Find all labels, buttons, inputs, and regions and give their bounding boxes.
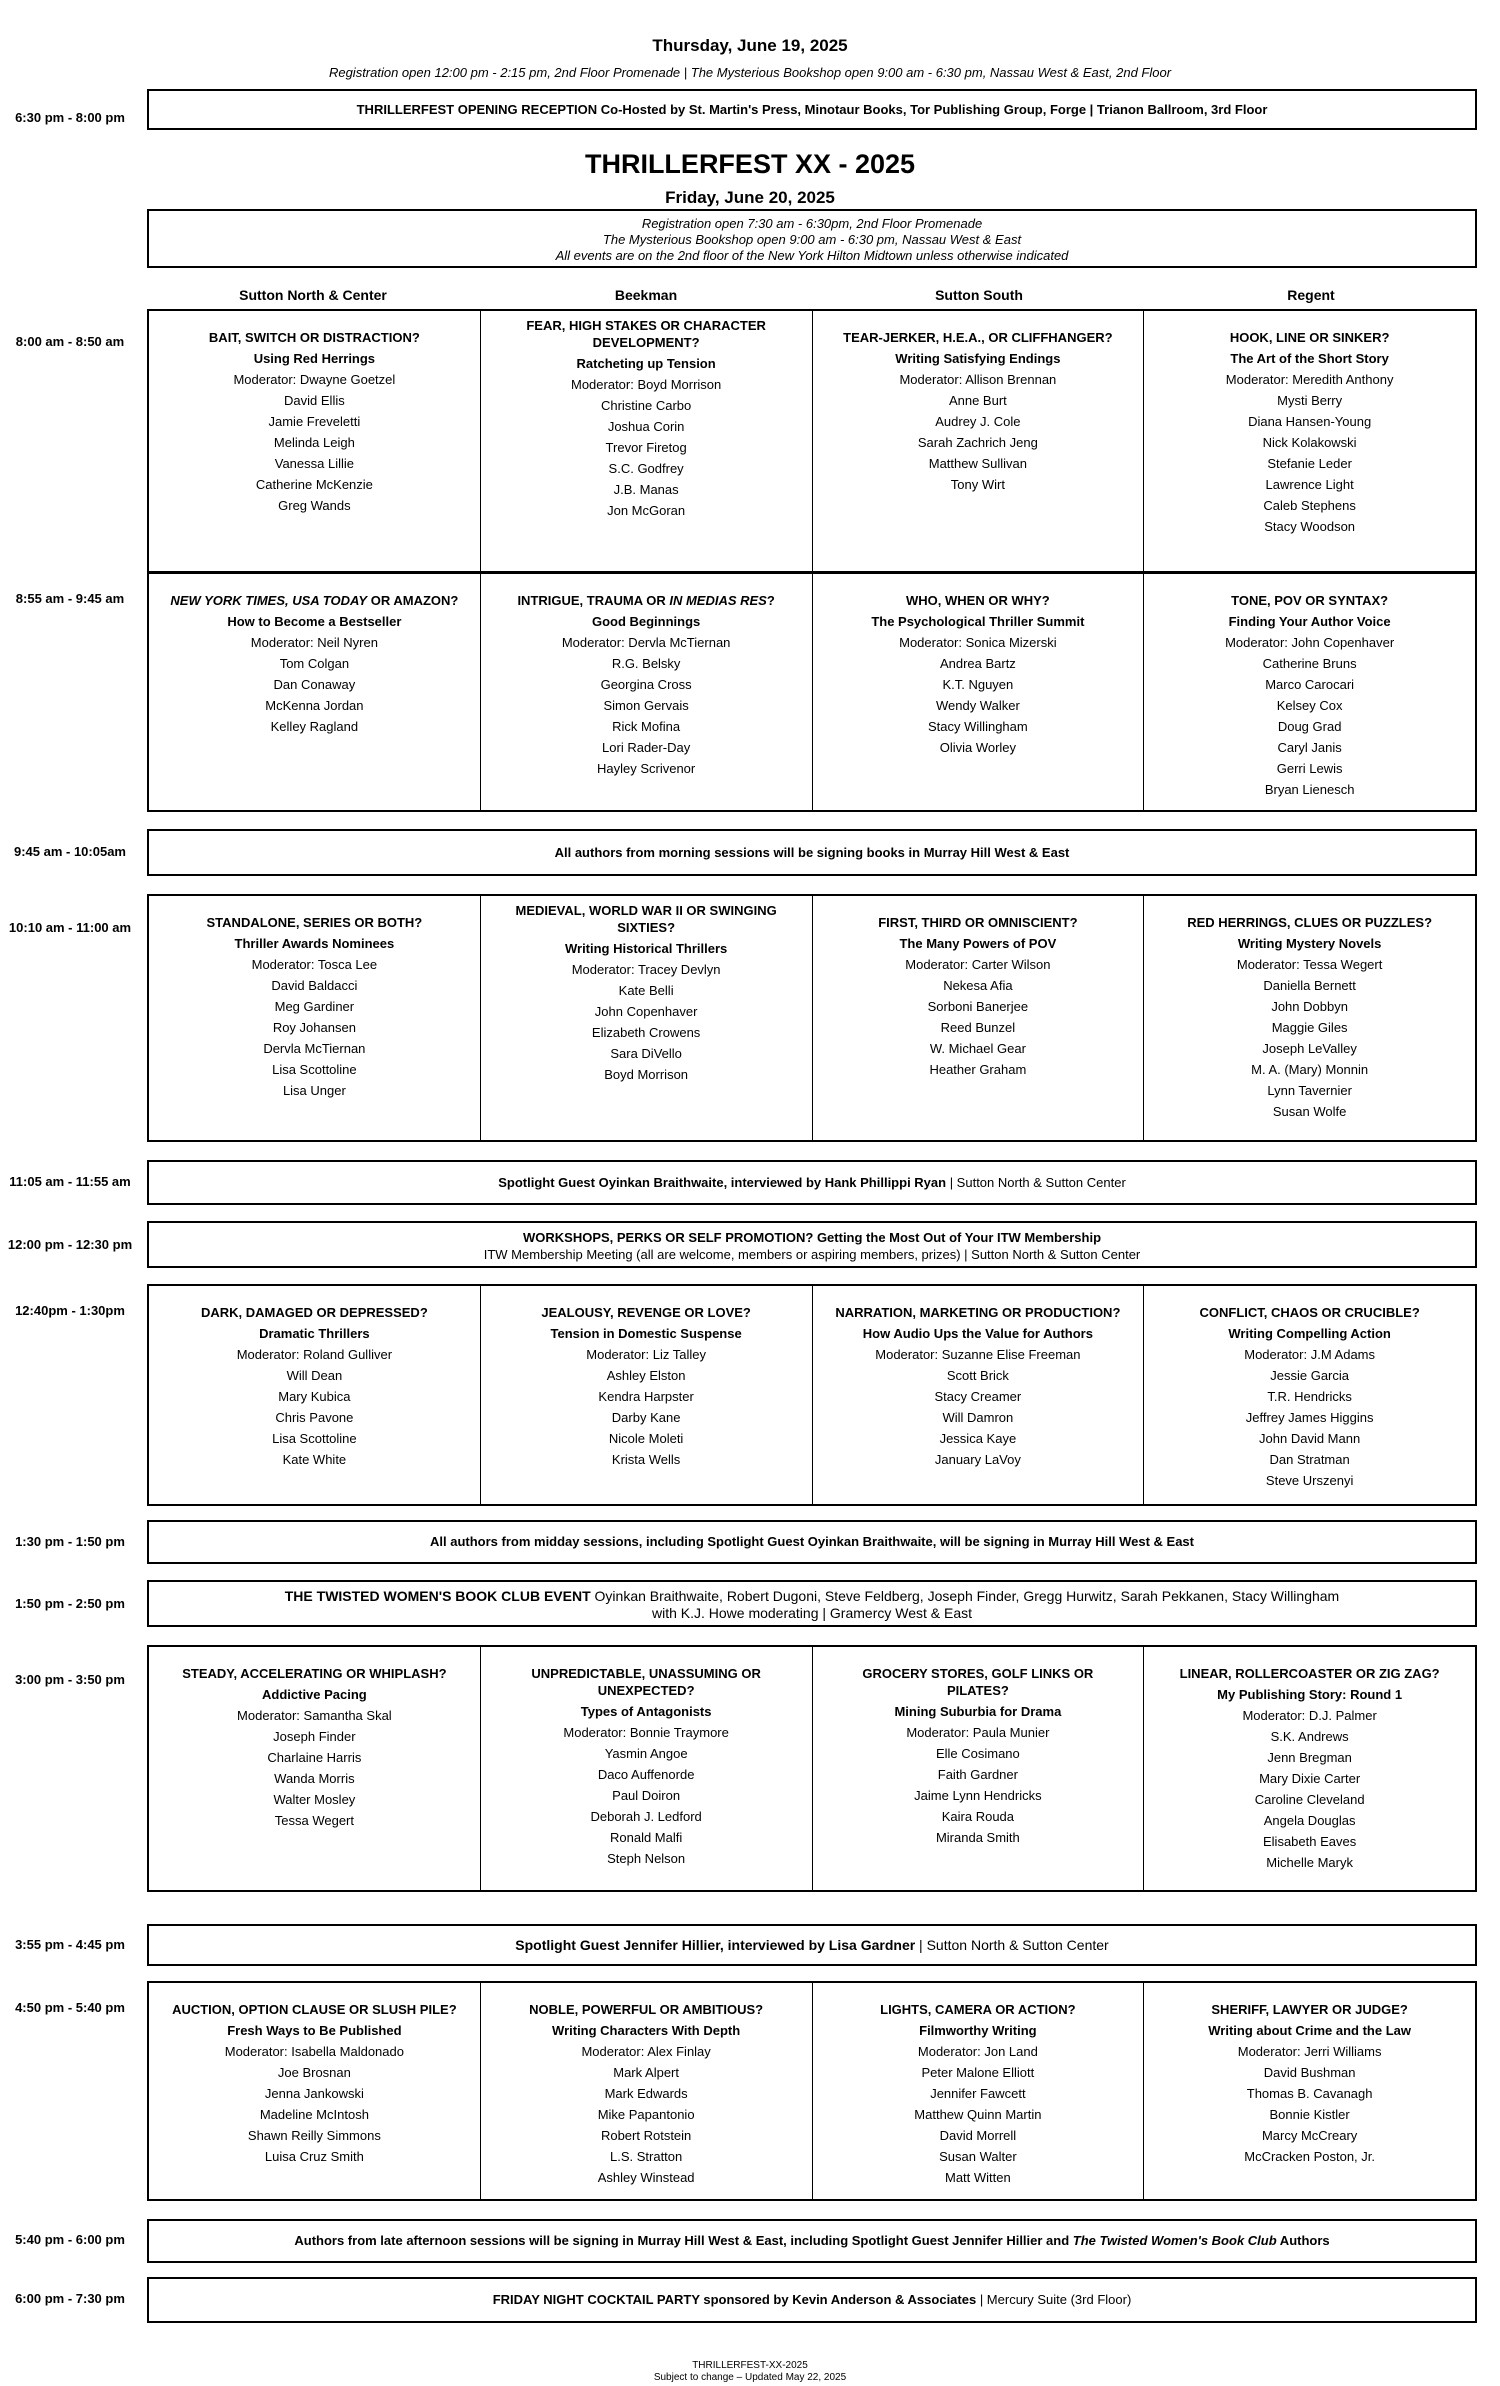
session-grid [147,309,1477,573]
panel-moderator: Moderator: Liz Talley [586,1347,706,1362]
panel-author: Charlaine Harris [267,1750,362,1765]
panel-subtitle: My Publishing Story: Round 1 [1217,1687,1403,1702]
panel-title: TEAR-JERKER, H.E.A., OR CLIFFHANGER? [843,330,1113,345]
panel-author: Caroline Cleveland [1254,1792,1365,1807]
banner-time: 1:30 pm - 1:50 pm [15,1534,125,1549]
panel-author: Olivia Worley [939,740,1017,755]
panel-author: Gerri Lewis [1276,761,1343,776]
friday-info-box [147,209,1477,268]
panel-author: Faith Gardner [937,1767,1018,1782]
panel-title: INTRIGUE, TRAUMA OR IN MEDIAS RES? [517,593,775,608]
panel-author: L.S. Stratton [609,2149,683,2164]
panel-author: Greg Wands [278,498,351,513]
panel-author: Wendy Walker [935,698,1020,713]
session-grid [147,1284,1477,1506]
panel-moderator: Moderator: Dervla McTiernan [561,635,731,650]
panel-cell [480,1286,812,1504]
banner-bold: WORKSHOPS, PERKS OR SELF PROMOTION? Getting the Most Out of Your ITW Membership [522,1230,1102,1245]
panel-title: TONE, POV OR SYNTAX? [1231,593,1389,608]
panel-author: Bryan Lienesch [1264,782,1355,797]
panel-title: NOBLE, POWERFUL OR AMBITIOUS? [529,2002,764,2017]
panel-moderator: Moderator: Bonnie Traymore [563,1725,729,1740]
panel-author: Dan Stratman [1269,1452,1350,1467]
panel-author: Darby Kane [611,1410,681,1425]
panel-subtitle: How Audio Ups the Value for Authors [862,1326,1093,1341]
panel-author: S.K. Andrews [1270,1729,1349,1744]
panel-author: John David Mann [1259,1431,1361,1446]
panel-author: Stacy Willingham [928,719,1028,734]
panel-title: DARK, DAMAGED OR DEPRESSED? [200,1305,428,1320]
panel-cell [812,311,1144,571]
morning-signing-banner: All authors from morning sessions will be signing books in Murray Hill West & East [147,829,1477,876]
panel-author: Ashley Winstead [597,2170,695,2185]
panel-author: Scott Brick [946,1368,1009,1383]
panel-moderator: Moderator: Meredith Anthony [1225,372,1394,387]
panel-subtitle: Writing Mystery Novels [1237,936,1382,951]
panel-author: Elizabeth Crowens [591,1025,701,1040]
panel-author: Kendra Harpster [598,1389,694,1404]
banner-time: 3:55 pm - 4:45 pm [15,1937,125,1952]
panel-title: STEADY, ACCELERATING OR WHIPLASH? [182,1666,447,1681]
panel-author: Ronald Malfi [609,1830,683,1845]
panel-author: W. Michael Gear [929,1041,1026,1056]
panel-author: Caleb Stephens [1263,498,1356,513]
panel-cell [1143,1647,1475,1890]
room-header: Sutton South [935,287,1023,303]
panel-subtitle: Filmworthy Writing [919,2023,1037,2038]
panel-author: Kate White [282,1452,347,1467]
panel-author: Luisa Cruz Smith [264,2149,364,2164]
panel-cell [149,1286,480,1504]
panel-cell [149,311,480,571]
panel-author: M. A. (Mary) Monnin [1251,1062,1369,1077]
panel-moderator: Moderator: Neil Nyren [250,635,378,650]
panel-author: Meg Gardiner [274,999,355,1014]
panel-author: Georgina Cross [600,677,692,692]
session-time: 8:00 am - 8:50 am [15,334,125,349]
panel-cell [480,311,812,571]
panel-subtitle: Writing Historical Thrillers [564,941,728,956]
room-header: Beekman [614,287,678,303]
panel-moderator: Moderator: Tessa Wegert [1236,957,1383,972]
session-time: 8:55 am - 9:45 am [15,591,125,606]
panel-author: Will Dean [286,1368,343,1383]
panel-author: Yasmin Angoe [604,1746,688,1761]
panel-author: Kaira Rouda [941,1809,1015,1824]
panel-subtitle: Types of Antagonists [580,1704,712,1719]
panel-author: Daniella Bernett [1263,978,1356,993]
panel-author: Doug Grad [1277,719,1342,734]
panel-author: Diana Hansen-Young [1248,414,1372,429]
panel-moderator: Moderator: Tracey Devlyn [571,962,721,977]
twisted-book-club-banner [147,1580,1477,1627]
panel-author: Catherine Bruns [1262,656,1357,671]
panel-author: Heather Graham [929,1062,1027,1077]
panel-author: Caryl Janis [1277,740,1342,755]
panel-author: Dervla McTiernan [263,1041,366,1056]
panel-author: Steve Urszenyi [1265,1473,1354,1488]
panel-author: K.T. Nguyen [942,677,1014,692]
panel-subtitle: The Many Powers of POV [899,936,1057,951]
footer-line1: THRILLERFEST-XX-2025 [692,2360,808,2371]
panel-subtitle: The Psychological Thriller Summit [871,614,1085,629]
panel-title: NARRATION, MARKETING OR PRODUCTION? [835,1305,1121,1320]
panel-cell [480,1647,812,1890]
panel-author: Rick Mofina [612,719,681,734]
panel-author: Catherine McKenzie [255,477,373,492]
panel-title: CONFLICT, CHAOS OR CRUCIBLE? [1199,1305,1420,1320]
panel-title: LINEAR, ROLLERCOASTER OR ZIG ZAG? [1179,1666,1440,1681]
panel-subtitle: Fresh Ways to Be Published [227,2023,402,2038]
panel-subtitle: The Art of the Short Story [1230,351,1389,366]
panel-author: David Morrell [939,2128,1017,2143]
panel-author: Hayley Scrivenor [596,761,696,776]
panel-author: Kate Belli [618,983,674,998]
panel-author: Ashley Elston [606,1368,686,1383]
panel-author: Tessa Wegert [274,1813,354,1828]
panel-moderator: Moderator: Dwayne Goetzel [233,372,396,387]
panel-author: Walter Mosley [273,1792,356,1807]
panel-moderator: Moderator: Carter Wilson [905,957,1051,972]
panel-author: Robert Rotstein [600,2128,692,2143]
panel-cell [480,896,812,1140]
panel-author: Boyd Morrison [604,1067,689,1082]
panel-author: Elle Cosimano [935,1746,1020,1761]
cocktail-party-banner [147,2277,1477,2323]
panel-author: Andrea Bartz [939,656,1016,671]
panel-author: David Ellis [284,393,345,408]
panel-title: JEALOUSY, REVENGE OR LOVE? [541,1305,751,1320]
banner-bold: Spotlight Guest Jennifer Hillier, interviewed by Lisa Gardner [515,1937,916,1953]
panel-author: Shawn Reilly Simmons [247,2128,381,2143]
panel-subtitle: Dramatic Thrillers [259,1326,370,1341]
panel-subtitle: Tension in Domestic Suspense [550,1326,742,1341]
panel-author: Wanda Morris [274,1771,355,1786]
panel-author: Trevor Firetog [605,440,687,455]
panel-cell [812,1983,1144,2199]
info-line: All events are on the 2nd floor of the New York Hilton Midtown unless otherwise indicated [555,248,1069,263]
panel-author: Audrey J. Cole [935,414,1021,429]
panel-author: Marco Carocari [1265,677,1355,692]
panel-author: Marcy McCreary [1261,2128,1358,2143]
panel-author: Elisabeth Eaves [1263,1834,1357,1849]
panel-moderator: Moderator: Jerri Williams [1237,2044,1382,2059]
panel-moderator: Moderator: Isabella Maldonado [224,2044,404,2059]
panel-author: Steph Nelson [607,1851,686,1866]
session-grid [147,1645,1477,1892]
info-line: The Mysterious Bookshop open 9:00 am - 6:30 pm, Nassau West & East [602,232,1022,247]
spotlight-hillier-banner [147,1924,1477,1966]
panel-title: WHO, WHEN OR WHY? [906,593,1050,608]
opening-reception: THRILLERFEST OPENING RECEPTION Co-Hosted by St. Martin's Press, Minotaur Books, Tor Publishing Group, Forge | Trianon Ballroom, 3rd Floor [147,89,1477,130]
banner-text: Authors from late afternoon sessions will be signing in Murray Hill West & East, including Spotlight Guest Jennifer Hillier and [294,2233,1070,2248]
panel-subtitle: Thriller Awards Nominees [234,936,395,951]
panel-cell [1143,896,1475,1140]
panel-author: R.G. Belsky [611,656,681,671]
panel-author: Lisa Scottoline [272,1431,357,1446]
panel-author: Jon McGoran [607,503,686,518]
panel-author: Stefanie Leder [1267,456,1352,471]
panel-author: Susan Wolfe [1272,1104,1347,1119]
session-grid [147,894,1477,1142]
panel-cell [1143,574,1475,810]
panel-author: Jamie Freveletti [268,414,361,429]
thursday-note: Registration open 12:00 pm - 2:15 pm, 2nd Floor Promenade | The Mysterious Bookshop open 9:00 am - 6:30 pm, Nassau West & East, 2nd Floor [328,65,1172,80]
panel-cell [149,896,480,1140]
panel-author: Thomas B. Cavanagh [1246,2086,1373,2101]
panel-author: Sorboni Banerjee [927,999,1029,1014]
banner-time: 1:50 pm - 2:50 pm [15,1596,125,1611]
panel-title: GROCERY STORES, GOLF LINKS OR PILATES? [862,1666,1094,1698]
panel-author: Madeline McIntosh [259,2107,369,2122]
panel-author: Dan Conaway [273,677,356,692]
main-title: THRILLERFEST XX - 2025 [584,149,916,179]
banner-line2: with K.J. Howe moderating | Gramercy West & East [651,1605,973,1621]
panel-author: Miranda Smith [935,1830,1020,1845]
panel-author: Paul Doiron [612,1788,681,1803]
panel-author: Nicole Moleti [608,1431,684,1446]
panel-title: SHERIFF, LAWYER OR JUDGE? [1211,2002,1408,2017]
late-signing-banner [147,2219,1477,2263]
panel-author: McKenna Jordan [265,698,364,713]
panel-moderator: Moderator: Paula Munier [906,1725,1050,1740]
panel-author: David Baldacci [271,978,358,993]
panel-cell [480,1983,812,2199]
panel-cell [1143,1286,1475,1504]
footer-line2: Subject to change – Updated May 22, 2025 [653,2372,847,2383]
panel-author: Nick Kolakowski [1262,435,1357,450]
panel-author: Matthew Sullivan [928,456,1028,471]
panel-author: Melinda Leigh [273,435,355,450]
panel-author: Susan Walter [939,2149,1017,2164]
panel-cell [1143,1983,1475,2199]
panel-author: Nekesa Afia [943,978,1013,993]
panel-title: MEDIEVAL, WORLD WAR II OR SWINGING SIXTIES? [515,903,777,935]
panel-moderator: Moderator: J.M Adams [1244,1347,1376,1362]
panel-author: John Dobbyn [1271,999,1348,1014]
reception-time: 6:30 pm - 8:00 pm [15,110,125,125]
panel-author: Lawrence Light [1265,477,1354,492]
itw-workshop-banner [147,1221,1477,1268]
panel-cell [812,574,1144,810]
room-header: Regent [1287,287,1335,303]
banner-bold: FRIDAY NIGHT COCKTAIL PARTY sponsored by Kevin Anderson & Associates [492,2292,977,2307]
panel-moderator: Moderator: Roland Gulliver [236,1347,393,1362]
panel-cell [1143,311,1475,571]
panel-subtitle: How to Become a Bestseller [227,614,402,629]
panel-author: Jaime Lynn Hendricks [914,1788,1042,1803]
panel-author: Chris Pavone [275,1410,354,1425]
panel-title: HOOK, LINE OR SINKER? [1229,330,1390,345]
banner-time: 9:45 am - 10:05am [13,844,126,859]
friday-date: Friday, June 20, 2025 [665,188,835,207]
panel-author: Tom Colgan [279,656,350,671]
panel-moderator: Moderator: Allison Brennan [899,372,1057,387]
panel-subtitle: Writing Characters With Depth [552,2023,741,2038]
panel-author: Sarah Zachrich Jeng [917,435,1038,450]
banner-bold: Spotlight Guest Oyinkan Braithwaite, interviewed by Hank Phillippi Ryan [498,1175,947,1190]
banner-rest: | Mercury Suite (3rd Floor) [976,2292,1132,2307]
session-time: 3:00 pm - 3:50 pm [15,1672,125,1687]
panel-author: Lisa Unger [282,1083,346,1098]
banner-time: 11:05 am - 11:55 am [9,1174,131,1189]
panel-cell [812,896,1144,1140]
banner-time: 6:00 pm - 7:30 pm [15,2291,125,2306]
banner-rest: | Sutton North & Sutton Center [915,1937,1109,1953]
midday-signing-banner: All authors from midday sessions, including Spotlight Guest Oyinkan Braithwaite, will be signing in Murray Hill West & East [147,1520,1477,1564]
panel-cell [812,1286,1144,1504]
banner-rest: | Sutton North & Sutton Center [946,1175,1126,1190]
panel-moderator: Moderator: Tosca Lee [251,957,378,972]
panel-author: Mary Kubica [278,1389,351,1404]
banner-time: 12:00 pm - 12:30 pm [7,1237,133,1252]
panel-subtitle: Finding Your Author Voice [1228,614,1391,629]
panel-author: McCracken Poston, Jr. [1244,2149,1376,2164]
session-time: 10:10 am - 11:00 am [8,920,132,935]
panel-cell [812,1647,1144,1890]
panel-author: Stacy Woodson [1264,519,1356,534]
panel-author: Michelle Maryk [1266,1855,1353,1870]
panel-moderator: Moderator: John Copenhaver [1225,635,1395,650]
panel-author: David Bushman [1263,2065,1356,2080]
panel-title: BAIT, SWITCH OR DISTRACTION? [208,330,420,345]
banner-rest: Oyinkan Braithwaite, Robert Dugoni, Steve Feldberg, Joseph Finder, Gregg Hurwitz, Sarah Pekkanen, Stacy Willingham [590,1588,1340,1604]
panel-author: Mike Papantonio [597,2107,695,2122]
panel-author: Vanessa Lillie [274,456,354,471]
panel-author: Kelsey Cox [1276,698,1343,713]
panel-moderator: Moderator: Jon Land [917,2044,1038,2059]
panel-cell [480,574,812,810]
panel-author: Roy Johansen [272,1020,356,1035]
panel-author: J.B. Manas [613,482,679,497]
panel-author: Mary Dixie Carter [1259,1771,1361,1786]
session-grid [147,572,1477,812]
panel-author: Krista Wells [611,1452,681,1467]
panel-author: T.R. Hendricks [1267,1389,1352,1404]
panel-author: Christine Carbo [600,398,692,413]
spotlight-braithwaite-banner [147,1160,1477,1205]
panel-subtitle: Ratcheting up Tension [576,356,716,371]
panel-moderator: Moderator: Sonica Mizerski [899,635,1057,650]
panel-title: LIGHTS, CAMERA OR ACTION? [880,2002,1076,2017]
panel-author: Daco Auffenorde [597,1767,695,1782]
panel-title: RED HERRINGS, CLUES OR PUZZLES? [1187,915,1433,930]
panel-subtitle: Writing about Crime and the Law [1208,2023,1411,2038]
panel-author: Jeffrey James Higgins [1245,1410,1374,1425]
panel-author: S.C. Godfrey [608,461,684,476]
panel-author: Reed Bunzel [940,1020,1016,1035]
panel-author: Jenna Jankowski [264,2086,364,2101]
panel-author: Mark Alpert [613,2065,679,2080]
panel-title: UNPREDICTABLE, UNASSUMING OR UNEXPECTED? [531,1666,761,1698]
panel-author: Sara DiVello [610,1046,682,1061]
panel-author: Mark Edwards [604,2086,688,2101]
panel-author: Matthew Quinn Martin [914,2107,1042,2122]
panel-moderator: Moderator: D.J. Palmer [1242,1708,1377,1723]
panel-cell [149,1647,480,1890]
banner-time: 5:40 pm - 6:00 pm [15,2232,125,2247]
panel-author: Simon Gervais [603,698,689,713]
panel-author: Jessica Kaye [939,1431,1017,1446]
panel-author: Lynn Tavernier [1267,1083,1352,1098]
panel-author: Peter Malone Elliott [921,2065,1035,2080]
panel-moderator: Moderator: Alex Finlay [581,2044,711,2059]
panel-author: Joshua Corin [607,419,685,434]
panel-title: FEAR, HIGH STAKES OR CHARACTER DEVELOPMENT? [526,318,766,350]
panel-author: Jessie Garcia [1270,1368,1349,1383]
panel-author: Kelley Ragland [270,719,359,734]
panel-author: Jennifer Fawcett [930,2086,1026,2101]
info-line: Registration open 7:30 am - 6:30pm, 2nd Floor Promenade [641,216,983,231]
panel-author: Mysti Berry [1277,393,1343,408]
panel-subtitle: Mining Suburbia for Drama [894,1704,1062,1719]
panel-author: John Copenhaver [594,1004,698,1019]
panel-title: STANDALONE, SERIES OR BOTH? [206,915,423,930]
panel-subtitle: Writing Compelling Action [1228,1326,1391,1341]
session-time: 12:40pm - 1:30pm [15,1303,125,1318]
panel-author: Jenn Bregman [1267,1750,1352,1765]
panel-author: Anne Burt [948,393,1007,408]
panel-moderator: Moderator: Suzanne Elise Freeman [875,1347,1081,1362]
panel-author: Joseph Finder [273,1729,356,1744]
panel-author: Stacy Creamer [934,1389,1022,1404]
panel-moderator: Moderator: Boyd Morrison [570,377,722,392]
panel-subtitle: Good Beginnings [591,614,701,629]
panel-author: Lori Rader-Day [602,740,691,755]
panel-author: January LaVoy [934,1452,1021,1467]
panel-subtitle: Writing Satisfying Endings [895,351,1061,366]
panel-author: Maggie Giles [1271,1020,1348,1035]
panel-author: Angela Douglas [1263,1813,1356,1828]
panel-moderator: Moderator: Samantha Skal [237,1708,392,1723]
session-grid [147,1981,1477,2201]
room-header: Sutton North & Center [239,287,387,303]
panel-subtitle: Using Red Herrings [253,351,376,366]
panel-title: NEW YORK TIMES, USA TODAY OR AMAZON? [170,593,459,608]
banner-line2: ITW Membership Meeting (all are welcome, members or aspiring members, prizes) | Sutton North & Sutton Center [483,1247,1141,1262]
panel-cell [149,1983,480,2199]
panel-author: Tony Wirt [950,477,1005,492]
panel-author: Bonnie Kistler [1269,2107,1350,2122]
banner-text2: Authors [1276,2233,1330,2248]
panel-author: Joe Brosnan [277,2065,351,2080]
panel-subtitle: Addictive Pacing [262,1687,367,1702]
panel-author: Matt Witten [945,2170,1011,2185]
panel-author: Lisa Scottoline [272,1062,357,1077]
panel-cell [149,574,480,810]
panel-author: Will Damron [942,1410,1014,1425]
banner-italic: The Twisted Women's Book Club [1069,2233,1277,2248]
panel-author: Joseph LeValley [1262,1041,1357,1056]
session-time: 4:50 pm - 5:40 pm [15,2000,125,2015]
banner-bold: THE TWISTED WOMEN'S BOOK CLUB EVENT [284,1588,591,1604]
panel-title: FIRST, THIRD OR OMNISCIENT? [878,915,1078,930]
thursday-date: Thursday, June 19, 2025 [652,36,848,55]
panel-author: Deborah J. Ledford [590,1809,702,1824]
panel-title: AUCTION, OPTION CLAUSE OR SLUSH PILE? [172,2002,457,2017]
